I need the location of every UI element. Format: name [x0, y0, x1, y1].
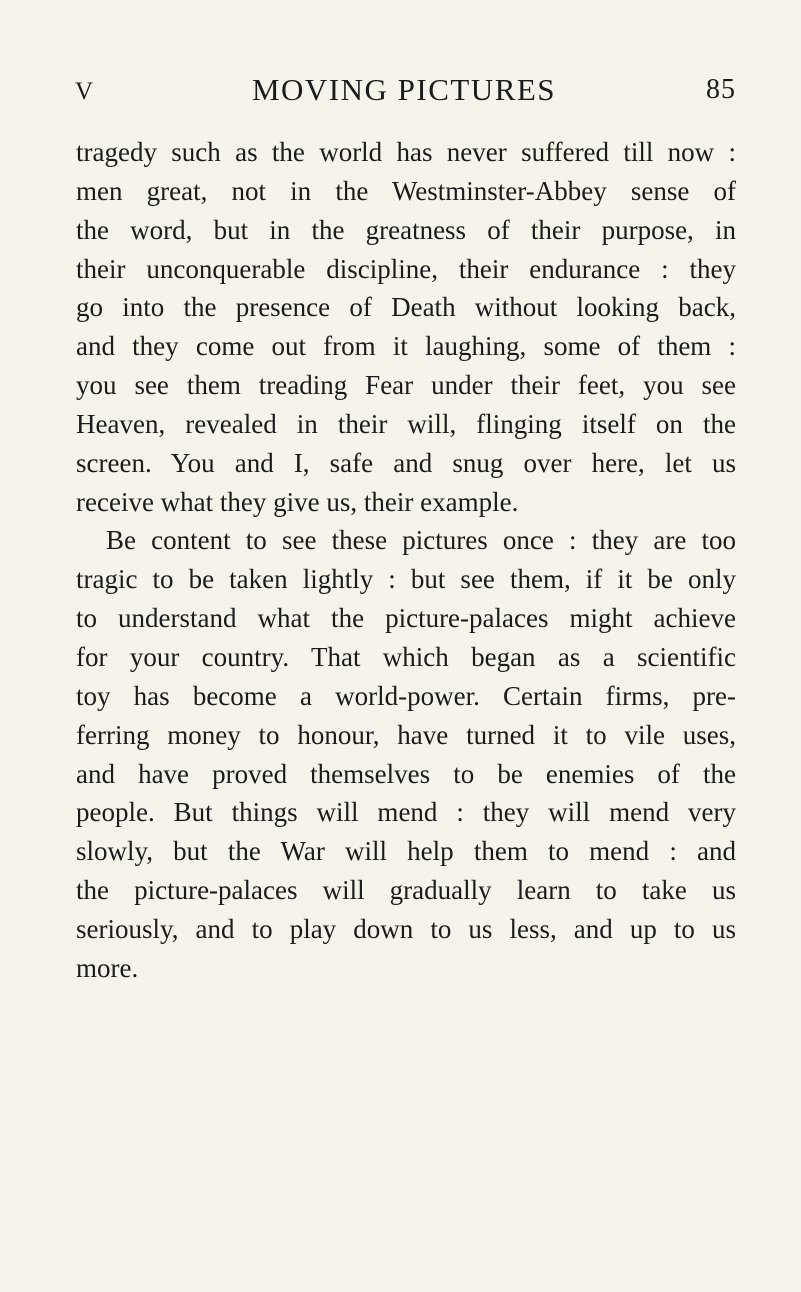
- text-line: and have proved themselves to be enemies of the: [76, 758, 736, 789]
- running-head: [72, 72, 736, 112]
- text-line: toy has become a world-power. Certain firms, pre-: [76, 680, 736, 711]
- text-line: slowly, but the War will help them to mend : and: [76, 836, 736, 867]
- text-line: go into the presence of Death without looking back,: [76, 292, 736, 323]
- text-line: the picture-palaces will gradually learn to take us: [76, 875, 736, 906]
- text-line: tragic to be taken lightly : but see them, if it be only: [76, 564, 736, 595]
- text-line: to understand what the picture-palaces might achieve: [76, 603, 736, 634]
- text-line: tragedy such as the world has never suffered till now :: [76, 137, 736, 167]
- text-line: seriously, and to play down to us less, and up to us: [76, 913, 736, 944]
- text-line: screen. You and I, safe and snug over here, let us: [76, 447, 736, 478]
- text-line: Heaven, revealed in their will, flinging itself on the: [76, 408, 736, 439]
- text-line: you see them treading Fear under their feet, you see: [76, 370, 736, 401]
- text-line: the word, but in the greatness of their purpose, in: [76, 214, 736, 245]
- text-line: ferring money to honour, have turned it to vile uses,: [76, 719, 736, 750]
- paragraph-end-line: receive what they give us, their example.: [76, 486, 519, 517]
- chapter-number: V: [75, 78, 95, 105]
- paragraph-start-line: Be content to see these pictures once : they are too: [106, 525, 736, 556]
- text-line: people. But things will mend : they will mend very: [76, 797, 736, 828]
- text-line: their unconquerable discipline, their endurance : they: [76, 253, 736, 284]
- chapter-title: MOVING PICTURES: [251, 72, 557, 107]
- body-text: [76, 133, 736, 988]
- paragraph-end-line: more.: [76, 952, 139, 983]
- text-line: men great, not in the Westminster-Abbey sense of: [76, 175, 736, 206]
- page-number: 85: [706, 74, 736, 105]
- text-line: and they come out from it laughing, some of them :: [76, 331, 736, 362]
- text-line: for your country. That which began as a scientific: [76, 641, 736, 672]
